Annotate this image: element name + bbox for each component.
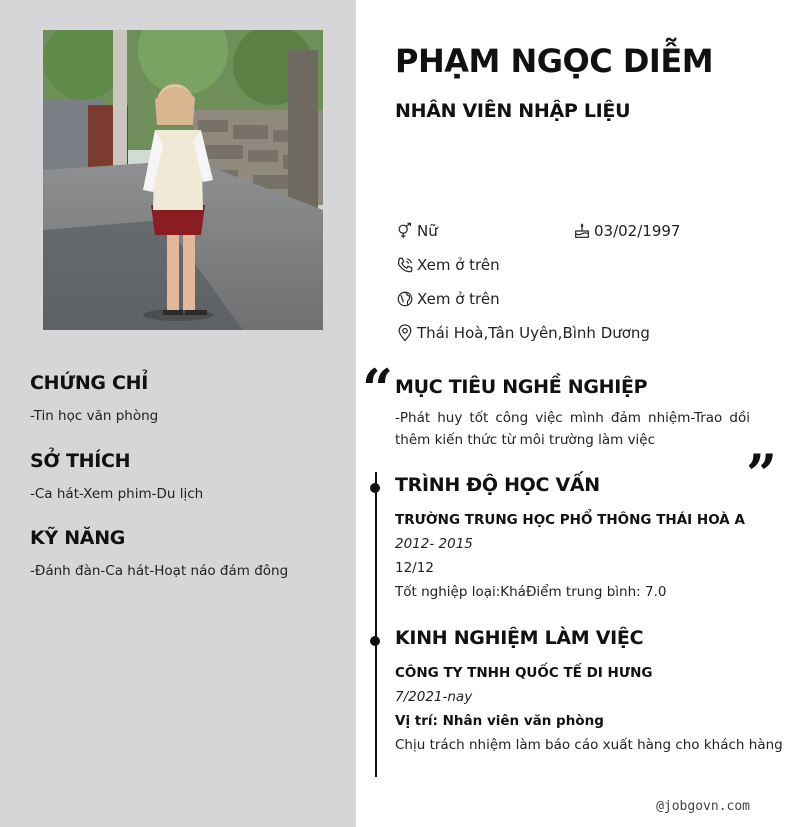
sidebar (0, 0, 356, 827)
objective-heading: MỤC TIÊU NGHỀ NGHIỆP (395, 376, 648, 398)
certificates-heading: CHỨNG CHỈ (30, 372, 149, 394)
experience-period: 7/2021-nay (395, 689, 473, 705)
address-value: Thái Hoà,Tân Uyên,Bình Dương (417, 324, 650, 342)
location-pin-icon (395, 323, 415, 343)
education-grade: 12/12 (395, 560, 434, 576)
skills-text: -Đánh đàn-Ca hát-Hoạt náo đám đông (30, 563, 289, 579)
experience-position: Vị trí: Nhân viên văn phòng (395, 713, 604, 729)
hobbies-section (30, 450, 340, 502)
experience-entry (395, 665, 783, 753)
address-row (395, 323, 650, 343)
website-value: Xem ở trên (417, 290, 500, 308)
candidate-name: PHẠM NGỌC DIỄM (395, 42, 714, 80)
watermark: @jobgovn.com (656, 799, 750, 814)
experience-heading: KINH NGHIỆM LÀM VIỆC (395, 627, 644, 649)
phone-row (395, 255, 500, 275)
education-result: Tốt nghiệp loại:KháĐiểm trung bình: 7.0 (395, 584, 667, 600)
education-entry (395, 512, 755, 600)
timeline-line (375, 472, 377, 777)
gender-icon (395, 221, 415, 241)
education-period: 2012- 2015 (395, 536, 473, 552)
phone-value: Xem ở trên (417, 256, 500, 274)
experience-timeline-dot (370, 636, 380, 646)
skills-section (30, 527, 340, 579)
objective-text: -Phát huy tốt công việc mình đảm nhiệm-Trao dồi thêm kiến thức từ môi trường làm việc (395, 410, 750, 448)
hobbies-text: -Ca hát-Xem phim-Du lịch (30, 486, 204, 502)
skills-heading: KỸ NĂNG (30, 527, 126, 549)
birthdate-value: 03/02/1997 (594, 222, 681, 240)
certificates-text: -Tin học văn phòng (30, 408, 159, 424)
education-heading: TRÌNH ĐỘ HỌC VẤN (395, 474, 600, 496)
birthdate-row (572, 221, 680, 241)
cake-icon (572, 221, 592, 241)
globe-icon (395, 289, 415, 309)
hobbies-heading: SỞ THÍCH (30, 450, 131, 472)
education-timeline-dot (370, 483, 380, 493)
main-content (356, 0, 790, 827)
company-name: CÔNG TY TNHH QUỐC TẾ DI HƯNG (395, 665, 653, 681)
profile-photo (43, 30, 323, 330)
job-title: NHÂN VIÊN NHẬP LIỆU (395, 100, 631, 122)
close-quote-icon: ” (746, 442, 778, 506)
gender-value: Nữ (417, 222, 438, 240)
school-name: TRƯỜNG TRUNG HỌC PHỔ THÔNG THÁI HOÀ A (395, 512, 745, 528)
certificates-section (30, 372, 340, 424)
gender-row (395, 221, 438, 241)
experience-description: Chịu trách nhiệm làm báo cáo xuất hàng cho khách hàng (395, 737, 783, 753)
open-quote-icon: “ (362, 357, 394, 421)
phone-icon (395, 255, 415, 275)
website-row (395, 289, 500, 309)
